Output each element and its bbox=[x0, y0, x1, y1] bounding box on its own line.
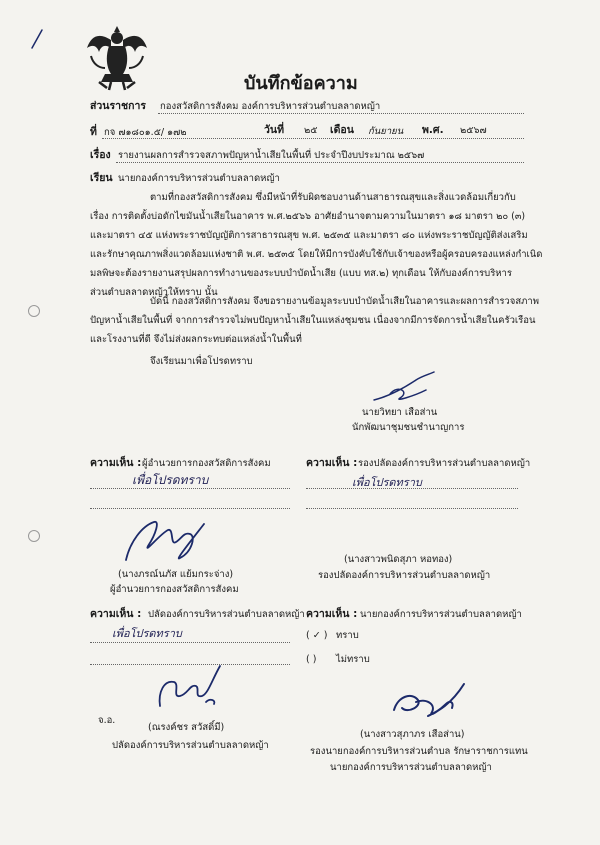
agency-value: กองสวัสดิการสังคม องค์การบริหารส่วนตำบลลาดหญ้า bbox=[160, 101, 381, 112]
body-line: เรื่อง การติดตั้งบ่อดักไขมันน้ำเสียในอาคาร พ.ศ.๒๕๖๖ อาศัยอำนาจตามความในมาตรา ๑๘ มาตรา ๒๐ (๓) bbox=[90, 211, 526, 222]
signature-wittaya-icon bbox=[370, 370, 440, 406]
signer1-position: นักพัฒนาชุมชนชำนาญการ bbox=[352, 422, 465, 433]
box-right1-position: รองปลัดองค์การบริหารส่วนตำบลลาดหญ้า bbox=[318, 570, 491, 581]
box-left2-role: ปลัดองค์การบริหารส่วนตำบลลาดหญ้า bbox=[148, 609, 305, 620]
ref-value: กจ ๗๑๘๐๑.๕/ ๑๗๒ bbox=[104, 127, 187, 138]
option-acknowledge-checkbox: ( ✓ ) bbox=[306, 630, 328, 641]
pen-mark-icon bbox=[30, 28, 44, 50]
dotline bbox=[90, 488, 290, 489]
box-right1-role: รองปลัดองค์การบริหารส่วนตำบลลาดหญ้า bbox=[358, 458, 531, 469]
body-paragraph-1 bbox=[90, 188, 543, 302]
opinion-label: ความเห็น : bbox=[90, 457, 142, 469]
box-right1-handwriting: เพื่อโปรดทราบ bbox=[352, 476, 422, 489]
date-label: วันที่ bbox=[264, 124, 284, 136]
agency-dotline bbox=[158, 113, 524, 114]
body-line: ตามที่กองสวัสดิการสังคม ซึ่งมีหน้าที่รับผิดชอบงานด้านสาธารณสุขและสิ่งแวดล้อมเกี่ยวกับ bbox=[150, 192, 516, 203]
signature-supaporn-icon bbox=[388, 680, 468, 722]
dotline bbox=[306, 508, 518, 509]
ref-dotline bbox=[102, 138, 524, 139]
box-left1-position: ผู้อำนวยการกองสวัสดิการสังคม bbox=[110, 584, 239, 595]
subject-dotline bbox=[116, 162, 524, 163]
opinion-label: ความเห็น : bbox=[306, 608, 358, 620]
ref-label: ที่ bbox=[90, 126, 97, 138]
closing-text: จึงเรียนมาเพื่อโปรดทราบ bbox=[150, 356, 253, 367]
body-line: ปัญหาน้ำเสียในพื้นที่ จากการสำรวจไม่พบปัญหาน้ำเสียในแหล่งชุมชน เนื่องจากมีการจัดการน้ำเสียในครัวเรือน bbox=[90, 315, 536, 326]
opinion-label: ความเห็น : bbox=[306, 457, 358, 469]
dotline bbox=[90, 642, 290, 643]
date-year: ๒๕๖๗ bbox=[460, 125, 487, 136]
body-paragraph-2 bbox=[90, 292, 539, 349]
box-right1-name: (นางสาวพนิดสุภา หอทอง) bbox=[344, 554, 453, 565]
option-not-acknowledge-label: ไม่ทราบ bbox=[336, 654, 370, 665]
body-line: และโรงงานที่ดี จึงไม่ส่งผลกระทบต่อแหล่งน้ำในพื้นที่ bbox=[90, 334, 302, 345]
date-day: ๒๕ bbox=[304, 125, 318, 136]
year-label: พ.ศ. bbox=[422, 124, 444, 136]
binder-hole bbox=[28, 530, 40, 542]
subject-label: เรื่อง bbox=[90, 149, 111, 161]
box-right2-role: นายกองค์การบริหารส่วนตำบลลาดหญ้า bbox=[360, 609, 522, 620]
box-left1-role: ผู้อำนวยการกองสวัสดิการสังคม bbox=[142, 458, 271, 469]
box-left2-handwriting: เพื่อโปรดทราบ bbox=[112, 627, 182, 640]
box-left1-handwriting: เพื่อโปรดทราบ bbox=[132, 473, 209, 487]
option-not-acknowledge-checkbox: ( ) bbox=[306, 654, 317, 665]
garuda-emblem-icon bbox=[85, 22, 149, 92]
opinion-label: ความเห็น : bbox=[90, 608, 142, 620]
body-line: และมาตรา ๔๕ แห่งพระราชบัญญัติการสาธารณสุข พ.ศ. ๒๕๓๕ และมาตรา ๘๐ แห่งพระราชบัญญัติส่งเสริม bbox=[90, 230, 528, 241]
signature-narongchon-icon bbox=[150, 662, 230, 712]
dotline bbox=[90, 508, 290, 509]
date-month: กันยายน bbox=[368, 126, 404, 137]
box-left2-acting-prefix: จ.อ. bbox=[98, 715, 116, 726]
to-label: เรียน bbox=[90, 172, 113, 184]
body-line: ส่วนตำบลลาดหญ้าให้ทราบ นั้น bbox=[90, 287, 218, 298]
box-right2-name: (นางสาวสุภาภร เสือส่าน) bbox=[360, 729, 465, 740]
signature-bhornnaphat-icon bbox=[120, 512, 210, 570]
agency-label: ส่วนราชการ bbox=[90, 100, 147, 112]
option-acknowledge-label: ทราบ bbox=[336, 630, 359, 641]
box-right2-position-line2: นายกองค์การบริหารส่วนตำบลลาดหญ้า bbox=[330, 762, 492, 773]
box-left2-position: ปลัดองค์การบริหารส่วนตำบลลาดหญ้า bbox=[112, 740, 269, 751]
box-left2-name: (ณรงค์ชร สวัสดิ์มี) bbox=[148, 722, 225, 733]
month-label: เดือน bbox=[330, 124, 354, 136]
body-line: บัดนี้ กองสวัสดิการสังคม จึงขอรายงานข้อมูลระบบบำบัดน้ำเสียในอาคารและผลการสำรวจสภาพ bbox=[150, 296, 539, 307]
to-value: นายกองค์การบริหารส่วนตำบลลาดหญ้า bbox=[118, 173, 280, 184]
signer1-name: นายวิทยา เสือส่าน bbox=[362, 407, 438, 418]
memo-title: บันทึกข้อความ bbox=[244, 73, 358, 94]
body-line: มลพิษจะต้องรายงานสรุปผลการทำงานของระบบบำบัดน้ำเสีย (แบบ ทส.๒) ทุกเดือน ให้กับองค์การบริหาร bbox=[90, 268, 512, 279]
box-right2-position-line1: รองนายกองค์การบริหารส่วนตำบล รักษาราชการแทน bbox=[310, 746, 528, 757]
body-line: และรักษาคุณภาพสิ่งแวดล้อมแห่งชาติ พ.ศ. ๒๕๓๕ โดยให้มีการบังคับใช้กับเจ้าของหรือผู้ครอบครองแหล่งกำเนิด bbox=[90, 249, 543, 260]
binder-hole bbox=[28, 305, 40, 317]
dotline bbox=[306, 488, 518, 489]
subject-value: รายงานผลการสำรวจสภาพปัญหาน้ำเสียในพื้นที่ ประจำปีงบประมาณ ๒๕๖๗ bbox=[118, 150, 425, 161]
box-left1-name: (นางภรณ์นภัส แย้มกระจ่าง) bbox=[118, 569, 234, 580]
